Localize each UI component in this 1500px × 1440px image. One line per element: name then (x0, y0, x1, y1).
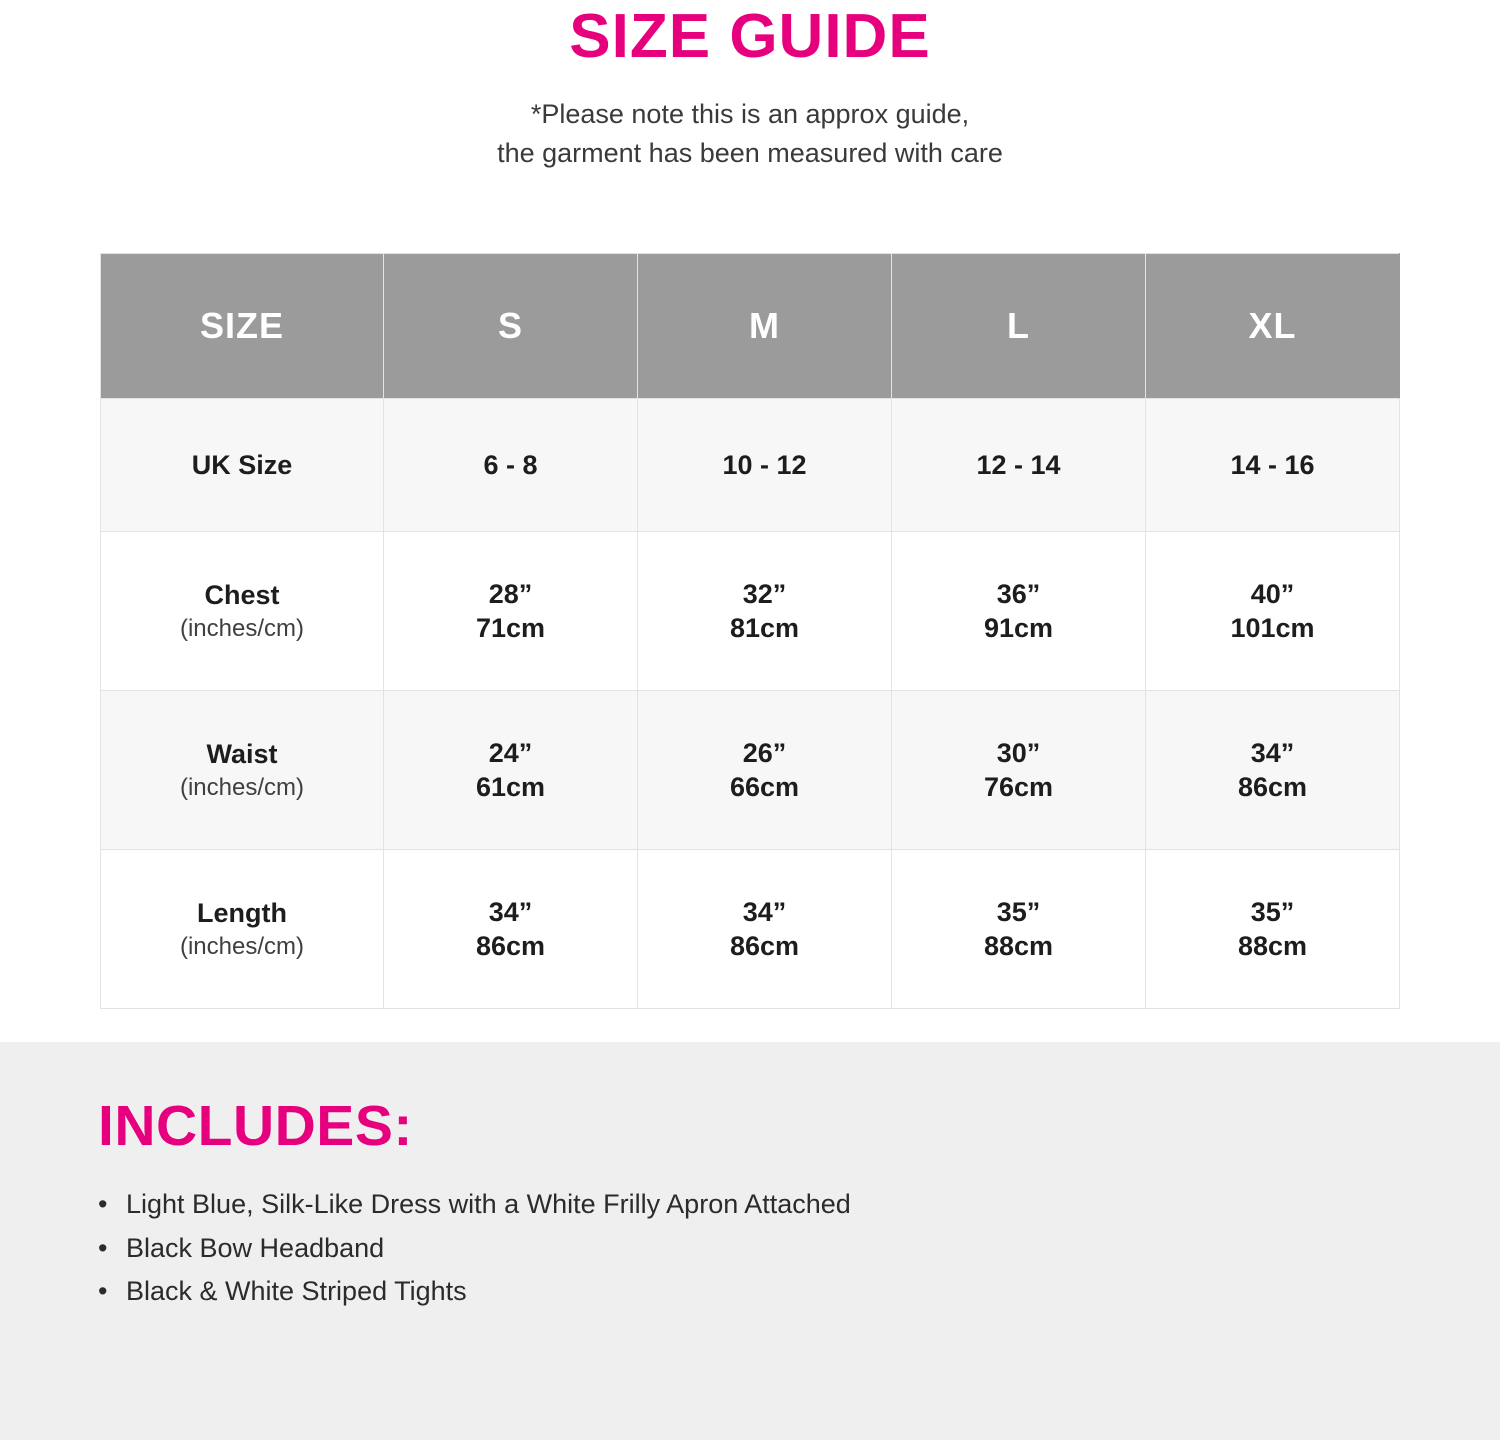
header-note (0, 95, 1500, 173)
row-value-xl (1146, 691, 1400, 850)
list-item (98, 1270, 1500, 1314)
value-cm: 76cm (983, 772, 1054, 803)
value-inch: 35” (1250, 896, 1295, 927)
value-cm: 71cm (475, 613, 546, 644)
list-item-text: Black & White Striped Tights (126, 1276, 467, 1307)
row-value-m (638, 532, 892, 691)
row-label (101, 532, 384, 691)
row-value-l (892, 532, 1146, 691)
value-cm: 66cm (729, 772, 800, 803)
size-table-head (101, 254, 1400, 399)
row-value-l (892, 850, 1146, 1009)
bullet-icon: • (98, 1276, 108, 1307)
row-label-text: UK Size (191, 449, 293, 480)
table-row (101, 399, 1400, 532)
value-cm: 86cm (729, 931, 800, 962)
list-item-text: Black Bow Headband (126, 1232, 385, 1263)
value-inch: 24” (488, 737, 533, 768)
table-header-row (101, 254, 1400, 399)
value-cm: 86cm (475, 931, 546, 962)
row-value-l (892, 691, 1146, 850)
value-inch: 10 - 12 (722, 450, 807, 481)
table-row (101, 532, 1400, 691)
value-inch: 35” (996, 896, 1041, 927)
table-row (101, 691, 1400, 850)
column-header-xl: XL (1146, 254, 1400, 399)
row-label-text: Chest (204, 579, 280, 610)
column-header-l: L (892, 254, 1146, 399)
list-item-text: Light Blue, Silk-Like Dress with a White Frilly Apron Attached (126, 1189, 851, 1219)
value-inch: 34” (742, 896, 787, 927)
list-item (98, 1227, 1500, 1271)
row-label-text: Waist (206, 738, 278, 769)
value-cm: 86cm (1237, 772, 1308, 803)
row-value-s (384, 399, 638, 532)
row-label-text: Length (197, 897, 287, 928)
includes-panel (0, 1040, 1500, 1440)
row-value-xl (1146, 850, 1400, 1009)
value-inch: 26” (742, 737, 787, 768)
table-row (101, 850, 1400, 1009)
bullet-icon: • (98, 1232, 108, 1263)
value-inch: 34” (488, 896, 533, 927)
row-label-unit: (inches/cm) (179, 614, 305, 642)
value-inch: 34” (1250, 737, 1295, 768)
value-cm: 101cm (1230, 613, 1315, 644)
header-note-line-1: *Please note this is an approx guide, (530, 99, 970, 130)
header (0, 0, 1500, 173)
row-value-m (638, 399, 892, 532)
column-header-m: M (638, 254, 892, 399)
size-table (100, 253, 1400, 1009)
row-value-xl (1146, 399, 1400, 532)
value-inch: 40” (1250, 578, 1295, 609)
page-title: SIZE GUIDE (569, 2, 931, 71)
row-value-l (892, 399, 1146, 532)
row-label (101, 850, 384, 1009)
row-value-xl (1146, 532, 1400, 691)
list-item (98, 1183, 1500, 1227)
row-value-s (384, 850, 638, 1009)
value-cm: 61cm (475, 772, 546, 803)
size-table-body (101, 399, 1400, 1009)
row-value-m (638, 691, 892, 850)
includes-title: INCLUDES: (98, 1094, 413, 1158)
value-cm: 81cm (729, 613, 800, 644)
header-note-line-2: the garment has been measured with care (497, 138, 1003, 169)
value-inch: 6 - 8 (483, 450, 538, 481)
column-header-size: SIZE (101, 254, 384, 399)
row-label-unit: (inches/cm) (179, 932, 305, 960)
row-value-s (384, 691, 638, 850)
value-cm: 91cm (983, 613, 1054, 644)
column-header-s: S (384, 254, 638, 399)
value-inch: 28” (488, 578, 533, 609)
row-label (101, 691, 384, 850)
row-label (101, 399, 384, 532)
row-label-unit: (inches/cm) (179, 773, 305, 801)
size-table-container (100, 253, 1400, 1009)
value-inch: 32” (742, 578, 787, 609)
includes-list (98, 1183, 1500, 1314)
row-value-s (384, 532, 638, 691)
value-cm: 88cm (1237, 931, 1308, 962)
bullet-icon: • (98, 1189, 108, 1219)
value-inch: 12 - 14 (976, 450, 1061, 481)
row-value-m (638, 850, 892, 1009)
includes-inner (0, 1042, 1500, 1314)
value-inch: 14 - 16 (1230, 450, 1315, 481)
value-inch: 36” (996, 578, 1041, 609)
value-inch: 30” (996, 737, 1041, 768)
value-cm: 88cm (983, 931, 1054, 962)
